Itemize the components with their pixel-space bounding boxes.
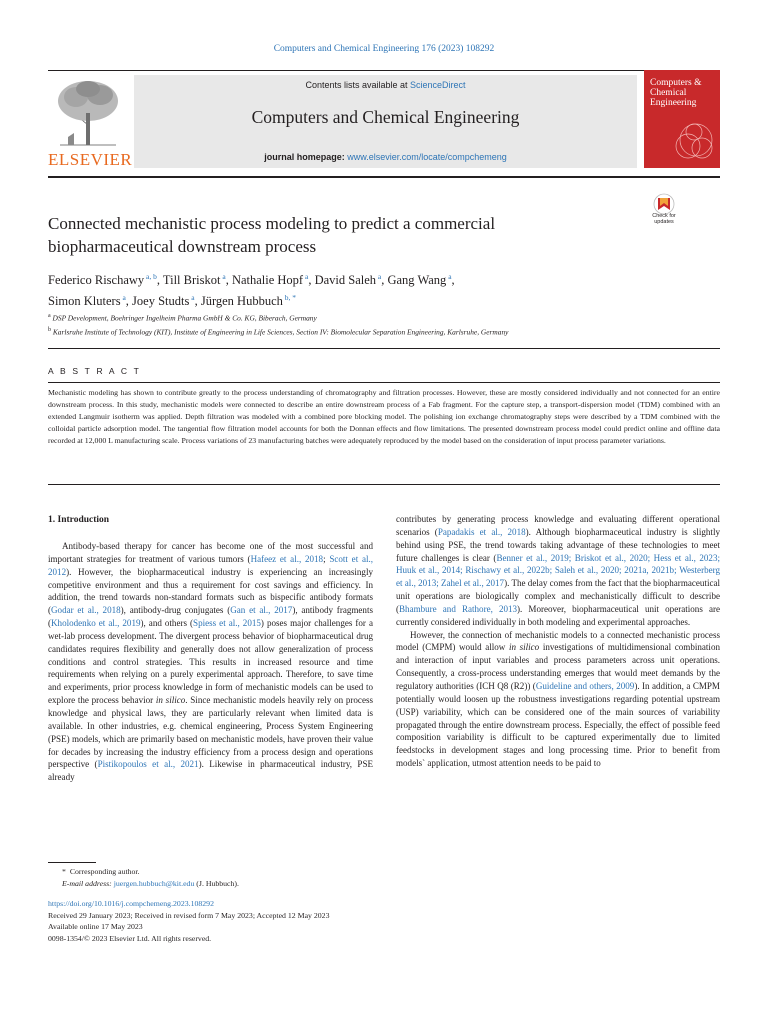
body-text: contributes by generating process knowledge and evaluating different operational scenarios (	[396, 514, 720, 537]
author-name: Federico Rischawy	[48, 273, 145, 288]
author[interactable]	[387, 273, 451, 287]
abstract-heading: A B S T R A C T	[48, 366, 142, 376]
affiliation-b-mark: b	[48, 327, 51, 334]
body-text: ). Likewise in pharmaceutical industry, PSE already	[48, 759, 373, 783]
email-label: E-mail address:	[62, 879, 114, 888]
masthead-rule-bottom	[48, 176, 720, 178]
check-for-updates-label: Check for updates	[652, 213, 676, 225]
masthead-rule	[48, 70, 720, 71]
article-title: Connected mechanistic process modeling to predict a commercial biopharmaceutical downstream process	[48, 214, 496, 256]
email-link[interactable]: juergen.hubbuch@kit.edu	[113, 879, 195, 888]
citation-link[interactable]: Papadakis et al., 2018	[437, 526, 526, 537]
citation-link[interactable]: Gan et al., 2017	[230, 605, 293, 616]
abstract-rule-bottom	[48, 484, 720, 485]
author[interactable]	[48, 273, 157, 287]
body-text: ). Although biopharmaceutical industry is slightly behind using PSE, the trend towards taking advantage of these technologies to meet future challenges is clear (	[396, 526, 720, 563]
affiliations	[48, 310, 720, 339]
divider	[48, 348, 720, 349]
author-affiliation-mark[interactable]: a	[446, 272, 452, 281]
homepage-label: journal homepage:	[264, 152, 348, 162]
footnote-mark: *	[62, 867, 66, 876]
corresponding-author-text: Corresponding author.	[69, 867, 140, 876]
body-column-right	[396, 513, 720, 770]
author[interactable]	[132, 294, 195, 308]
citation-link[interactable]: Godar et al., 2018	[51, 605, 121, 616]
citation-link[interactable]: Benner et al., 2019; Briskot et al., 2020; Hess et al., 2023; Huuk et al., 2014; Rischawy et al., 2022b; Saleh et al., 2020; 2021a, 2021b; Westerberg et al., 2013; Zahel et al., 2017	[396, 552, 720, 589]
author-name: Joey Studts	[132, 294, 190, 309]
author-name: Till Briskot	[162, 273, 221, 288]
footnotes	[48, 866, 720, 890]
body-text: ). Moreover, biopharmaceutical unit operations are currently considered individually in both modeling and experimental approaches.	[396, 603, 720, 627]
footnote-rule	[48, 862, 96, 863]
journal-title: Computers and Chemical Engineering	[251, 107, 520, 127]
email-suffix: (J. Hubbuch).	[194, 879, 239, 888]
journal-citation[interactable]: Computers and Chemical Engineering 176 (2023) 108292	[273, 44, 495, 54]
body-text: Antibody-based therapy for cancer has become one of the most successful and important strategies for treatment of various tumors (	[48, 541, 373, 564]
citation-link[interactable]: Kholodenko et al., 2019	[51, 618, 141, 629]
author[interactable]	[163, 273, 226, 287]
affiliation-a	[48, 310, 720, 324]
intro-paragraph-2	[396, 629, 720, 770]
publication-info	[48, 898, 720, 944]
affiliation-a-mark: a	[48, 313, 51, 319]
body-text: ). The delay comes from the fact that the biopharmaceutical unit operations are biologically complex and mechanistically difficult to describe (	[396, 578, 720, 614]
author[interactable]	[201, 294, 296, 308]
email-note	[48, 878, 720, 890]
author-affiliation-mark[interactable]: b, *	[282, 293, 297, 303]
copyright: 0098-1354/© 2023 Elsevier Ltd. All rights reserved.	[48, 933, 212, 943]
author[interactable]	[232, 273, 308, 287]
author-affiliation-mark[interactable]: a	[120, 293, 126, 303]
contents-line	[134, 80, 637, 90]
author[interactable]	[315, 273, 382, 287]
abstract-text: Mechanistic modeling has shown to contribute greatly to the process understanding of chromatography and filtration processes. However, these are mostly considered individually and not connected for an entire downstream process. In this study, mechanistic models were connected to describe an entire downstream process of a Fab fragment. For the capture step, a transport-dispersion model (TDM) combined with an extended Langmuir isotherm was applied. Depth filtration was modeled with a combined pore blocking model. The polishing ion exchange chromatography steps were described by a TDM combined with the colloidal particle adsorption model. The tangential flow filtration model accounts for both the Donnan effects and flow limitations. The presented downstream process model could predict online and offline data recorded at 12,000 L manufacturing scale. Process variations of 23 manufacturing batches were adequately reproduced by the model based on the consideration of input process parameter variations.	[48, 388, 720, 446]
section-heading-introduction: 1. Introduction	[48, 515, 110, 525]
citation-link[interactable]: Scott et al., 2012	[48, 553, 374, 577]
body-text: . Since mechanistic models heavily rely on process knowledge and physical laws, they are particularly relevant when limited data is available. In other industries, e.g. chemical engineering, Process System Engineering (PSE) models, which are primarily based on mechanistic models, have proven their value for decades by increasing the industry efficiency from a process design and operations perspective (	[48, 695, 373, 770]
abstract-rule-top	[48, 382, 720, 383]
body-text: investigations of multidimensional combination and interaction of input variables and process parameters across unit operations. Consequently, a cross-process understanding emerges that would meet demands by the regulatory authorities (ICH Q8 (R2)) (	[396, 642, 720, 691]
citation-link[interactable]: Pistikopoulos et al., 2021	[97, 759, 199, 770]
publisher-name: ELSEVIER	[48, 150, 133, 169]
body-text: However, the connection of mechanistic models to a connected mechanistic process model (CMPM) would allow	[396, 629, 720, 653]
author-affiliation-mark[interactable]: a	[376, 272, 382, 281]
citation-link[interactable]: Guideline and others, 2009	[535, 680, 635, 691]
journal-homepage-line	[134, 152, 637, 162]
author-affiliation-mark[interactable]: a	[220, 272, 226, 281]
received-dates: Received 29 January 2023; Received in revised form 7 May 2023; Accepted 12 May 2023	[48, 910, 330, 920]
author[interactable]	[48, 294, 126, 308]
citation-link[interactable]: Spiess et al., 2015	[193, 618, 261, 629]
author-name: Gang Wang	[387, 273, 447, 288]
author-name: Simon Kluters	[48, 294, 121, 309]
citation-link[interactable]: Hafeez et al., 2018	[250, 553, 324, 564]
affiliation-b	[48, 324, 720, 338]
affiliation-a-text: DSP Development, Boehringer Ingelheim Pharma GmbH & Co. KG, Biberach, Germany	[52, 313, 317, 323]
body-text: ). In addition, a CMPM potentially would loosen up the robustness investigations regarding potential upstream (USP) variability, which can be considered one of the main sources of variability propagated through the entire downstream process. Especially, the effect of possible feed composition variability is difficult to be captured experimentally due to limited feedstocks in development stages and long processing time. Prior to benefit from models` application, utmost attention needs to be paid to	[396, 680, 720, 769]
author-affiliation-mark[interactable]: a, b	[144, 272, 157, 281]
body-text: ). However, the biopharmaceutical industry is experiencing an increasingly competitive environment and thus a requirement for cost savings and efficiency. In addition, the trend towards non-standard formats such as bispecific antibody formats (	[48, 566, 373, 616]
body-text: ) poses major challenges for a wet-lab process development. The divergent process behavior of biopharmaceutical drug candidates requires flexibility and generally does not allow generalization of process conditions and control strategies. This results in increased resource and time requirements when relying on a purely experimental approach. Therefore, to save time and experiments, prior process knowledge in form of mechanistic models can be used to explore the process behavior	[48, 618, 373, 706]
citation-link[interactable]: Bhambure and Rathore, 2013	[399, 603, 518, 614]
italic-term: in silico	[155, 695, 186, 706]
doi-link[interactable]: https://doi.org/10.1016/j.compchemeng.2023.108292	[48, 899, 214, 908]
body-text: ;	[323, 553, 330, 564]
body-text: ), antibody-drug conjugates (	[120, 605, 231, 616]
author-name: Nathalie Hopf	[231, 273, 304, 288]
intro-paragraph-1	[48, 540, 373, 784]
sciencedirect-link[interactable]: ScienceDirect	[410, 80, 466, 90]
corresponding-author-note	[48, 866, 720, 878]
affiliation-b-text: Karlsruhe Institute of Technology (KIT), Institute of Engineering in Life Sciences, Section IV: Biomolecular Separation Engineering, Karlsruhe, Germany	[52, 327, 509, 337]
author-affiliation-mark[interactable]: a	[189, 293, 195, 303]
cover-title: Computers & Chemical Engineering	[650, 78, 702, 108]
body-text: ), and others (	[140, 618, 194, 629]
body-text: ), antibody fragments (	[48, 605, 373, 629]
available-online: Available online 17 May 2023	[48, 922, 143, 931]
intro-paragraph-1-cont	[396, 513, 720, 629]
body-column-left	[48, 540, 373, 784]
italic-term: in silico	[508, 642, 540, 653]
homepage-link[interactable]: www.elsevier.com/locate/compchemeng	[347, 152, 507, 162]
author-affiliation-mark[interactable]: a	[303, 272, 309, 281]
author-name: Jürgen Hubbuch	[200, 294, 283, 309]
author-name: David Saleh	[314, 273, 377, 288]
contents-prefix: Contents lists available at	[305, 80, 411, 90]
author-list: Federico Rischawy $^{a, b}$, Till Briskot $^a$, Nathalie Hopf $^a$, David Saleh $^a$, Gang Wang $^a$, Simon Kluters $^a$, Joey Studts $^a$, Jürgen Hubbuch $^{b, *}$	[48, 272, 455, 309]
